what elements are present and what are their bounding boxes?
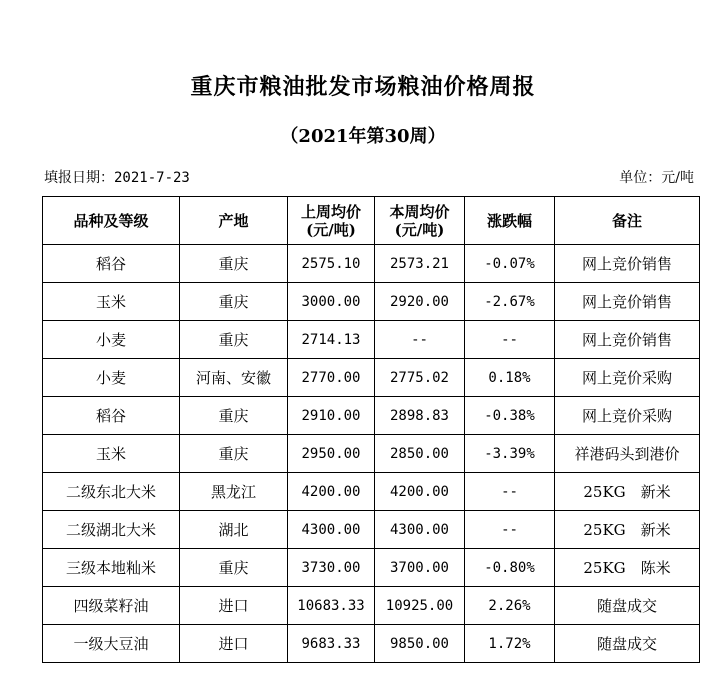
cell-remark: 网上竞价销售 (555, 283, 700, 321)
header-variety: 品种及等级 (43, 197, 180, 245)
cell-origin: 重庆 (180, 321, 288, 359)
cell-origin: 黑龙江 (180, 473, 288, 511)
fill-date: 填报日期：2021-7-23 (44, 170, 190, 186)
cell-this-week-price: 4300.00 (375, 511, 465, 549)
cell-last-week-price: 9683.33 (288, 625, 375, 663)
cell-change: -- (465, 511, 555, 549)
cell-last-week-price: 2714.13 (288, 321, 375, 359)
header-this-week (375, 197, 465, 245)
header-origin: 产地 (180, 197, 288, 245)
cell-remark: 祥港码头到港价 (555, 435, 700, 473)
cell-last-week-price: 2575.10 (288, 245, 375, 283)
cell-last-week-price: 4300.00 (288, 511, 375, 549)
table-row (43, 587, 700, 625)
unit-label: 单位：元/吨 (619, 170, 694, 186)
cell-this-week-price: 9850.00 (375, 625, 465, 663)
cell-change: -- (465, 473, 555, 511)
cell-this-week-price: 10925.00 (375, 587, 465, 625)
cell-this-week-price: 4200.00 (375, 473, 465, 511)
cell-origin: 重庆 (180, 283, 288, 321)
cell-change: -0.07% (465, 245, 555, 283)
cell-remark: 网上竞价销售 (555, 245, 700, 283)
cell-change: -- (465, 321, 555, 359)
cell-change: 1.72% (465, 625, 555, 663)
table-body (43, 245, 700, 663)
cell-this-week-price: 2898.83 (375, 397, 465, 435)
cell-last-week-price: 3730.00 (288, 549, 375, 587)
cell-this-week-price: 2850.00 (375, 435, 465, 473)
cell-change: -3.39% (465, 435, 555, 473)
cell-variety: 玉米 (43, 283, 180, 321)
cell-last-week-price: 4200.00 (288, 473, 375, 511)
table-row (43, 245, 700, 283)
cell-change: -0.38% (465, 397, 555, 435)
cell-remark: 网上竞价销售 (555, 321, 700, 359)
table-row (43, 435, 700, 473)
cell-variety: 四级菜籽油 (43, 587, 180, 625)
cell-origin: 重庆 (180, 549, 288, 587)
header-change: 涨跌幅 (465, 197, 555, 245)
cell-variety: 二级东北大米 (43, 473, 180, 511)
cell-remark: 25KG 陈米 (555, 549, 700, 587)
cell-variety: 稻谷 (43, 245, 180, 283)
header-remark: 备注 (555, 197, 700, 245)
report-title: 重庆市粮油批发市场粮油价格周报 (190, 74, 536, 100)
cell-remark: 25KG 新米 (555, 473, 700, 511)
table-row (43, 397, 700, 435)
cell-this-week-price: 3700.00 (375, 549, 465, 587)
cell-origin: 重庆 (180, 435, 288, 473)
cell-variety: 二级湖北大米 (43, 511, 180, 549)
cell-origin: 重庆 (180, 245, 288, 283)
cell-variety: 小麦 (43, 321, 180, 359)
cell-change: 0.18% (465, 359, 555, 397)
table-header-row (43, 197, 700, 245)
cell-origin: 进口 (180, 625, 288, 663)
header-last-week-line1: 上周均价 (300, 202, 361, 221)
cell-variety: 玉米 (43, 435, 180, 473)
cell-change: 2.26% (465, 587, 555, 625)
cell-this-week-price: -- (375, 321, 465, 359)
table-row (43, 321, 700, 359)
header-this-week-line2: (元/吨) (394, 220, 445, 239)
table-row (43, 625, 700, 663)
cell-change: -2.67% (465, 283, 555, 321)
cell-remark: 网上竞价采购 (555, 397, 700, 435)
cell-remark: 随盘成交 (555, 625, 700, 663)
header-last-week-line2: (元/吨) (306, 220, 356, 239)
table-row (43, 359, 700, 397)
cell-last-week-price: 3000.00 (288, 283, 375, 321)
table-row (43, 283, 700, 321)
cell-this-week-price: 2775.02 (375, 359, 465, 397)
cell-variety: 稻谷 (43, 397, 180, 435)
table-row (43, 549, 700, 587)
cell-origin: 进口 (180, 587, 288, 625)
table-row (43, 473, 700, 511)
cell-variety: 三级本地籼米 (43, 549, 180, 587)
table-row (43, 511, 700, 549)
cell-variety: 小麦 (43, 359, 180, 397)
cell-change: -0.80% (465, 549, 555, 587)
cell-variety: 一级大豆油 (43, 625, 180, 663)
cell-last-week-price: 2910.00 (288, 397, 375, 435)
cell-origin: 重庆 (180, 397, 288, 435)
cell-last-week-price: 2770.00 (288, 359, 375, 397)
cell-last-week-price: 10683.33 (288, 587, 375, 625)
cell-origin: 河南、安徽 (180, 359, 288, 397)
header-last-week (288, 197, 375, 245)
price-table (42, 196, 700, 663)
cell-last-week-price: 2950.00 (288, 435, 375, 473)
cell-remark: 25KG 新米 (555, 511, 700, 549)
cell-this-week-price: 2920.00 (375, 283, 465, 321)
cell-this-week-price: 2573.21 (375, 245, 465, 283)
cell-remark: 网上竞价采购 (555, 359, 700, 397)
header-this-week-line1: 本周均价 (389, 202, 450, 221)
cell-origin: 湖北 (180, 511, 288, 549)
report-week: （2021年第30周） (280, 126, 446, 147)
cell-remark: 随盘成交 (555, 587, 700, 625)
